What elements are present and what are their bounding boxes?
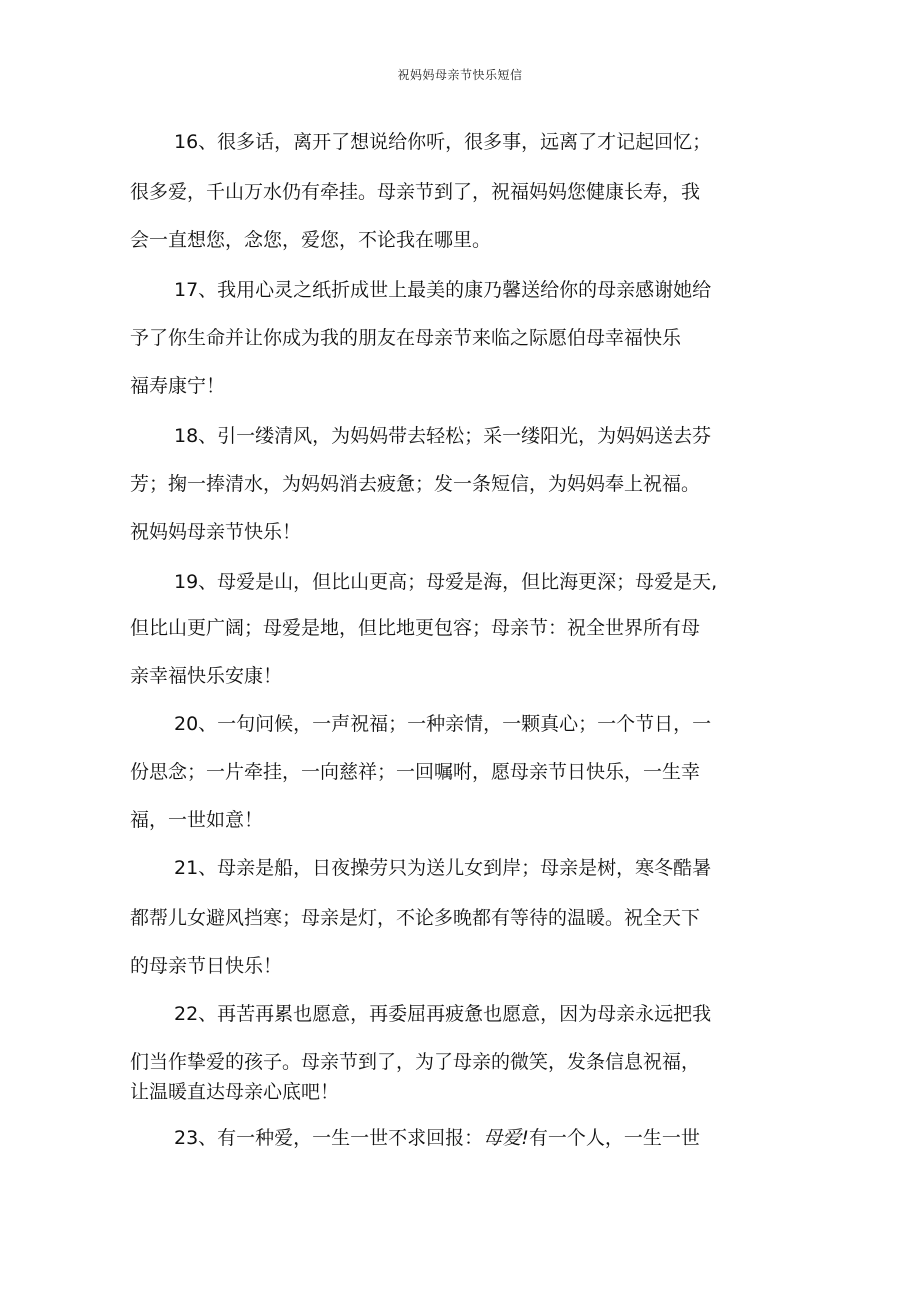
paragraph-17-line-3: 福寿康宁！ bbox=[130, 375, 226, 397]
paragraph-21-line-1: 21、母亲是船，日夜操劳只为送儿女到岸；母亲是树，寒冬酷暑 bbox=[174, 857, 712, 879]
paragraph-20-line-3: 福，一世如意！ bbox=[130, 809, 264, 831]
paragraph-21-line-2: 都帮儿女避风挡寒；母亲是灯，不论多晚都有等待的温暖。祝全天下 bbox=[130, 907, 701, 929]
paragraph-21-line-3: 的母亲节日快乐！ bbox=[130, 955, 283, 977]
paragraph-22-line-3: 让温暖直达母亲心底吧！ bbox=[130, 1081, 340, 1103]
paragraph-20-line-1: 20、一句问候，一声祝福；一种亲情，一颗真心；一个节日，一 bbox=[174, 713, 712, 735]
paragraph-16-line-3: 会一直想您，念您，爱您，不论我在哪里。 bbox=[130, 229, 492, 251]
paragraph-16-line-2: 很多爱，千山万水仍有牵挂。母亲节到了，祝福妈妈您健康长寿，我 bbox=[130, 181, 701, 203]
paragraph-17-line-2: 予了你生命并让你成为我的朋友在母亲节来临之际愿伯母幸福快乐 bbox=[130, 327, 682, 349]
paragraph-23-italic-text: 母爱! bbox=[483, 1127, 529, 1149]
paragraph-23-line-1 bbox=[174, 1126, 700, 1150]
page-header-title: 祝妈妈母亲节快乐短信 bbox=[397, 68, 523, 82]
paragraph-22-line-1: 22、再苦再累也愿意，再委屈再疲惫也愿意，因为母亲永远把我 bbox=[174, 1003, 712, 1025]
paragraph-18-line-2: 芳；掬一捧清水，为妈妈消去疲惫；发一条短信，为妈妈奉上祝福。 bbox=[130, 473, 701, 495]
paragraph-23-text-start: 23、有一种爱，一生一世不求回报： bbox=[174, 1127, 484, 1149]
paragraph-18-line-1: 18、引一缕清风，为妈妈带去轻松；采一缕阳光，为妈妈送去芬 bbox=[174, 425, 712, 447]
paragraph-19-line-2: 但比山更广阔；母爱是地，但比地更包容；母亲节：祝全世界所有母 bbox=[130, 617, 701, 639]
paragraph-17-line-1: 17、我用心灵之纸折成世上最美的康乃馨送给你的母亲感谢她给 bbox=[174, 279, 712, 301]
paragraph-23-text-end: 有一个人，一生一世 bbox=[528, 1127, 700, 1149]
paragraph-16-line-1: 16、很多话，离开了想说给你听，很多事，远离了才记起回忆； bbox=[174, 131, 712, 153]
paragraph-19-line-3: 亲幸福快乐安康！ bbox=[130, 665, 283, 687]
paragraph-19-line-1: 19、母爱是山，但比山更高；母爱是海，但比海更深；母爱是天, bbox=[174, 571, 718, 593]
paragraph-18-line-3: 祝妈妈母亲节快乐！ bbox=[130, 521, 302, 543]
paragraph-22-line-2: 们当作挚爱的孩子。母亲节到了，为了母亲的微笑，发条信息祝福， bbox=[130, 1051, 701, 1073]
paragraph-20-line-2: 份思念；一片牵挂，一向慈祥；一回嘱咐，愿母亲节日快乐，一生幸 bbox=[130, 761, 701, 783]
